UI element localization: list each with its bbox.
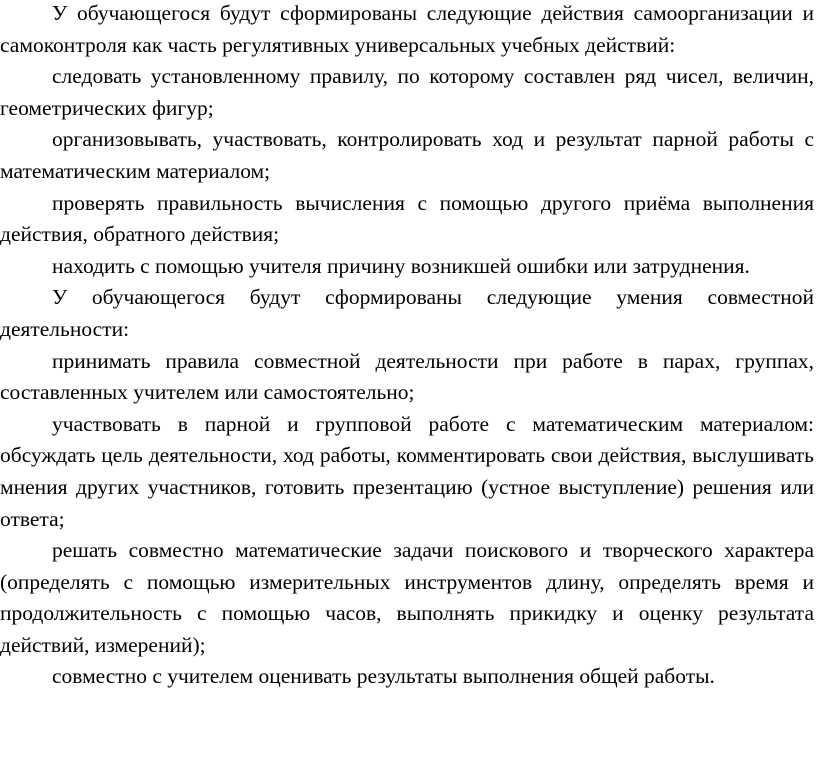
paragraph-organize-pair-work: организовывать, участвовать, контролировать ход и результат парной работы с математическим материалом; [0, 127, 814, 183]
paragraph-evaluate-results: совместно с учителем оценивать результаты выполнения общей работы. [52, 664, 715, 689]
paragraph-check-calculation: проверять правильность вычисления с помощью другого приёма выполнения действия, обратного действия; [0, 190, 814, 247]
paragraph-joint-activity-intro: У обучающегося будут сформированы следующие умения совместной деятельности: [0, 285, 814, 341]
paragraph-self-organization-intro: У обучающегося будут сформированы следующие действия самоорганизации и самоконтроля как часть регулятивных универсальных учебных действий: [0, 1, 814, 57]
paragraph-solve-tasks: решать совместно математические задачи поискового и творческого характера (определять с помощью измерительных инструментов длину, определять время и продолжительность с помощью часов, выполнять прикидку и оценку результата действий, измерений); [0, 538, 814, 657]
paragraph-follow-rule: следовать установленному правилу, по которому составлен ряд чисел, величин, геометрических фигур; [0, 64, 814, 120]
paragraph-group-work: участвовать в парной и групповой работе с математическим материалом: обсуждать цель деятельности, ход работы, комментировать свои действия, выслушивать мнения других участников, готовить презентацию (устное выступление) решения или ответа; [0, 411, 814, 531]
paragraph-find-error: находить с помощью учителя причину возникшей ошибки или затруднения. [52, 253, 750, 278]
paragraph-accept-rules: принимать правила совместной деятельности при работе в парах, группах, составленных учителем или самостоятельно; [0, 348, 814, 405]
